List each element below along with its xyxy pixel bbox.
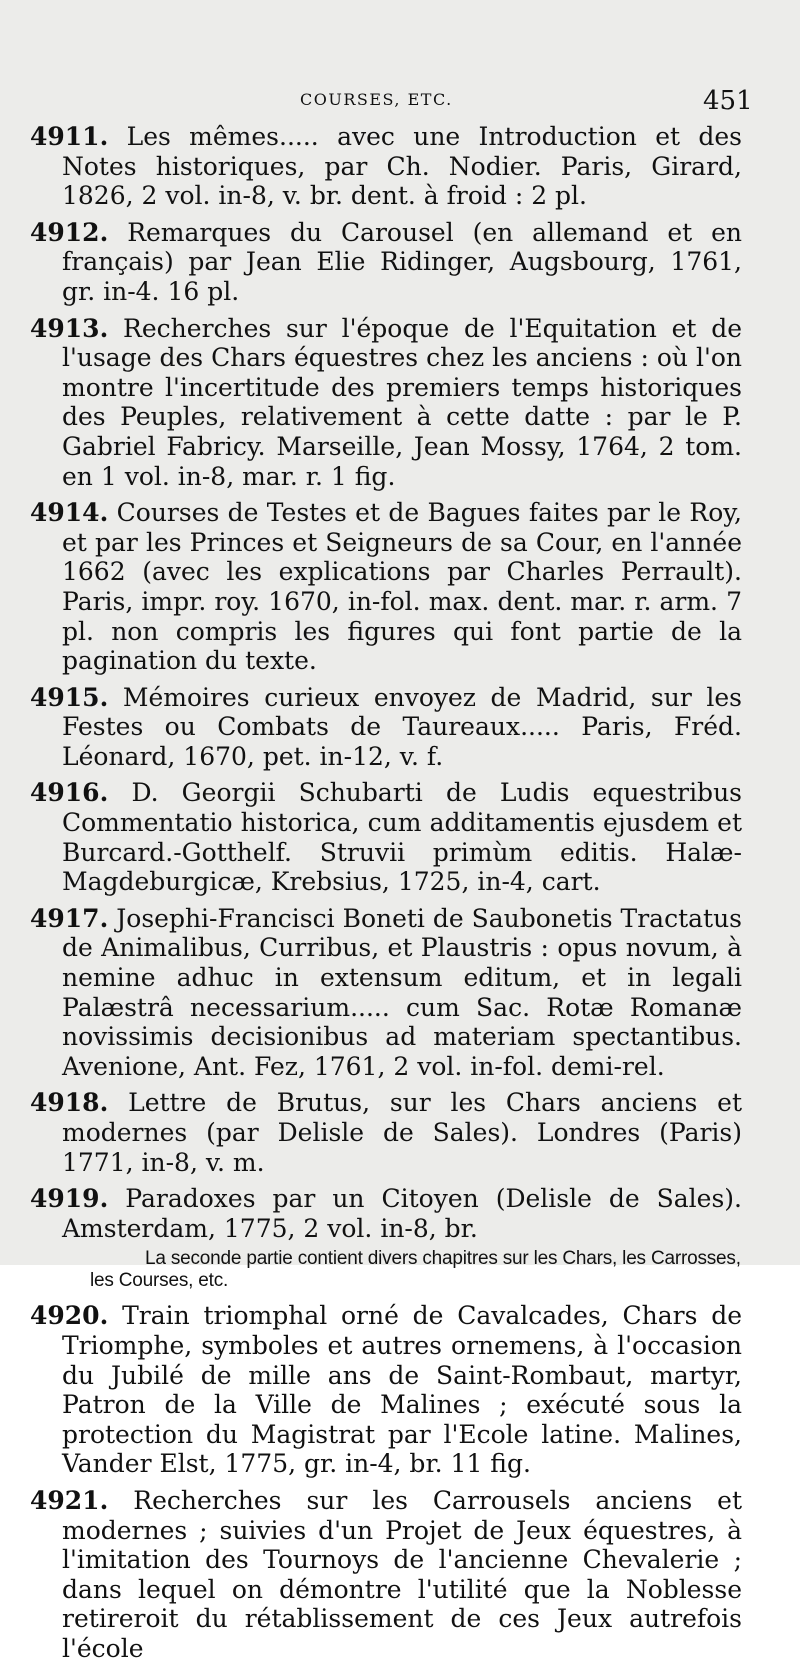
catalogue-entry	[30, 1486, 742, 1664]
catalogue-entry	[30, 904, 742, 1082]
catalogue-entry	[30, 218, 742, 307]
catalogue-entry	[30, 683, 742, 772]
catalogue-entry	[30, 1088, 742, 1177]
entry-number: 4913.	[30, 313, 109, 343]
running-head	[0, 86, 800, 120]
entry-number: 4921.	[30, 1485, 109, 1515]
entry-text: Remarques du Carousel (en allemand et en français) par Jean Elie Ridinger, Augsbourg, 1761, gr. in-4. 16 pl.	[62, 217, 743, 306]
entry-number: 4914.	[30, 498, 109, 528]
entry-text: D. Georgii Schubarti de Ludis equestribus Commentatio historica, cum additamentis ejusdem et Burcard.-Gotthelf. Struvii primùm editis. Halæ-Magdeburgicæ, Krebsius, 1725, in-4, cart.	[62, 778, 742, 897]
entry-text: Paradoxes par un Citoyen (Delisle de Sales). Amsterdam, 1775, 2 vol. in-8, br.	[62, 1184, 743, 1243]
entry-number: 4916.	[30, 778, 109, 808]
catalogue-entry	[30, 498, 742, 676]
entry-text: Train triomphal orné de Cavalcades, Chars de Triomphe, symboles et autres ornemens, à l'occasion du Jubilé de mille ans de Saint-Rombaut, martyr, Patron de la Ville de Malines ; exécuté sous la protection du Magistrat par l'Ecole latine. Malines, Vander Elst, 1775, gr. in-4, br. 11 fig.	[62, 1301, 743, 1479]
catalogue-entries	[30, 122, 742, 1671]
entry-note	[30, 1248, 742, 1292]
catalogue-entry	[30, 1184, 742, 1243]
entry-text: Recherches sur l'époque de l'Equitation et de l'usage des Chars équestres chez les anciens : où l'on montre l'incertitude des premiers temps historiques des Peuples, relativement à cette datte : par le P. Gabriel Fabricy. Marseille, Jean Mossy, 1764, 2 tom. en 1 vol. in-8, mar. r. 1 fig.	[62, 313, 742, 491]
catalogue-entry	[30, 778, 742, 896]
entry-text: Recherches sur les Carrousels anciens et modernes ; suivies d'un Projet de Jeux équestres, à l'imitation des Tournoys de l'ancienne Chevalerie ; dans lequel on démontre l'utilité que la Noblesse retireroit du rétablissement de ces Jeux autrefois l'école	[62, 1485, 742, 1663]
entry-text: Mémoires curieux envoyez de Madrid, sur les Festes ou Combats de Taureaux..... Paris, Fréd. Léonard, 1670, pet. in-12, v. f.	[62, 682, 743, 771]
catalogue-entry	[30, 122, 742, 211]
entry-text: Lettre de Brutus, sur les Chars anciens et modernes (par Delisle de Sales). Londres (Paris) 1771, in-8, v. m.	[62, 1088, 742, 1177]
entry-number: 4911.	[30, 122, 109, 151]
entry-text: Courses de Testes et de Bagues faites par le Roy, et par les Princes et Seigneurs de sa Cour, en l'année 1662 (avec les explications par Charles Perrault). Paris, impr. roy. 1670, in-fol. max. dent. mar. r. arm. 7 pl. non compris les figures qui font partie de la pagination du texte.	[62, 498, 742, 676]
entry-text: Les mêmes..... avec une Introduction et des Notes historiques, par Ch. Nodier. Paris, Girard, 1826, 2 vol. in-8, v. br. dent. à froid : 2 pl.	[62, 122, 742, 211]
catalogue-entry	[30, 1301, 742, 1479]
entry-number: 4918.	[30, 1088, 109, 1118]
page-number: 451	[703, 86, 753, 116]
entry-number: 4912.	[30, 217, 109, 247]
note-text: La seconde partie contient divers chapitres sur les Chars, les Carrosses, les Courses, etc.	[90, 1248, 741, 1292]
running-title: COURSES, ETC.	[300, 90, 453, 109]
entry-text: Josephi-Francisci Boneti de Saubonetis Tractatus de Animalibus, Curribus, et Plaustris : opus novum, à nemine adhuc in extensum editum, et in legali Palæstrâ necessarium..... cum Sac. Rotæ Romanæ novissimis decisionibus ad materiam spectantibus. Avenione, Ant. Fez, 1761, 2 vol. in-fol. demi-rel.	[62, 903, 742, 1081]
entry-number: 4917.	[30, 903, 109, 933]
entry-number: 4919.	[30, 1184, 109, 1214]
catalogue-entry	[30, 314, 742, 492]
entry-number: 4920.	[30, 1301, 109, 1331]
entry-number: 4915.	[30, 682, 109, 712]
